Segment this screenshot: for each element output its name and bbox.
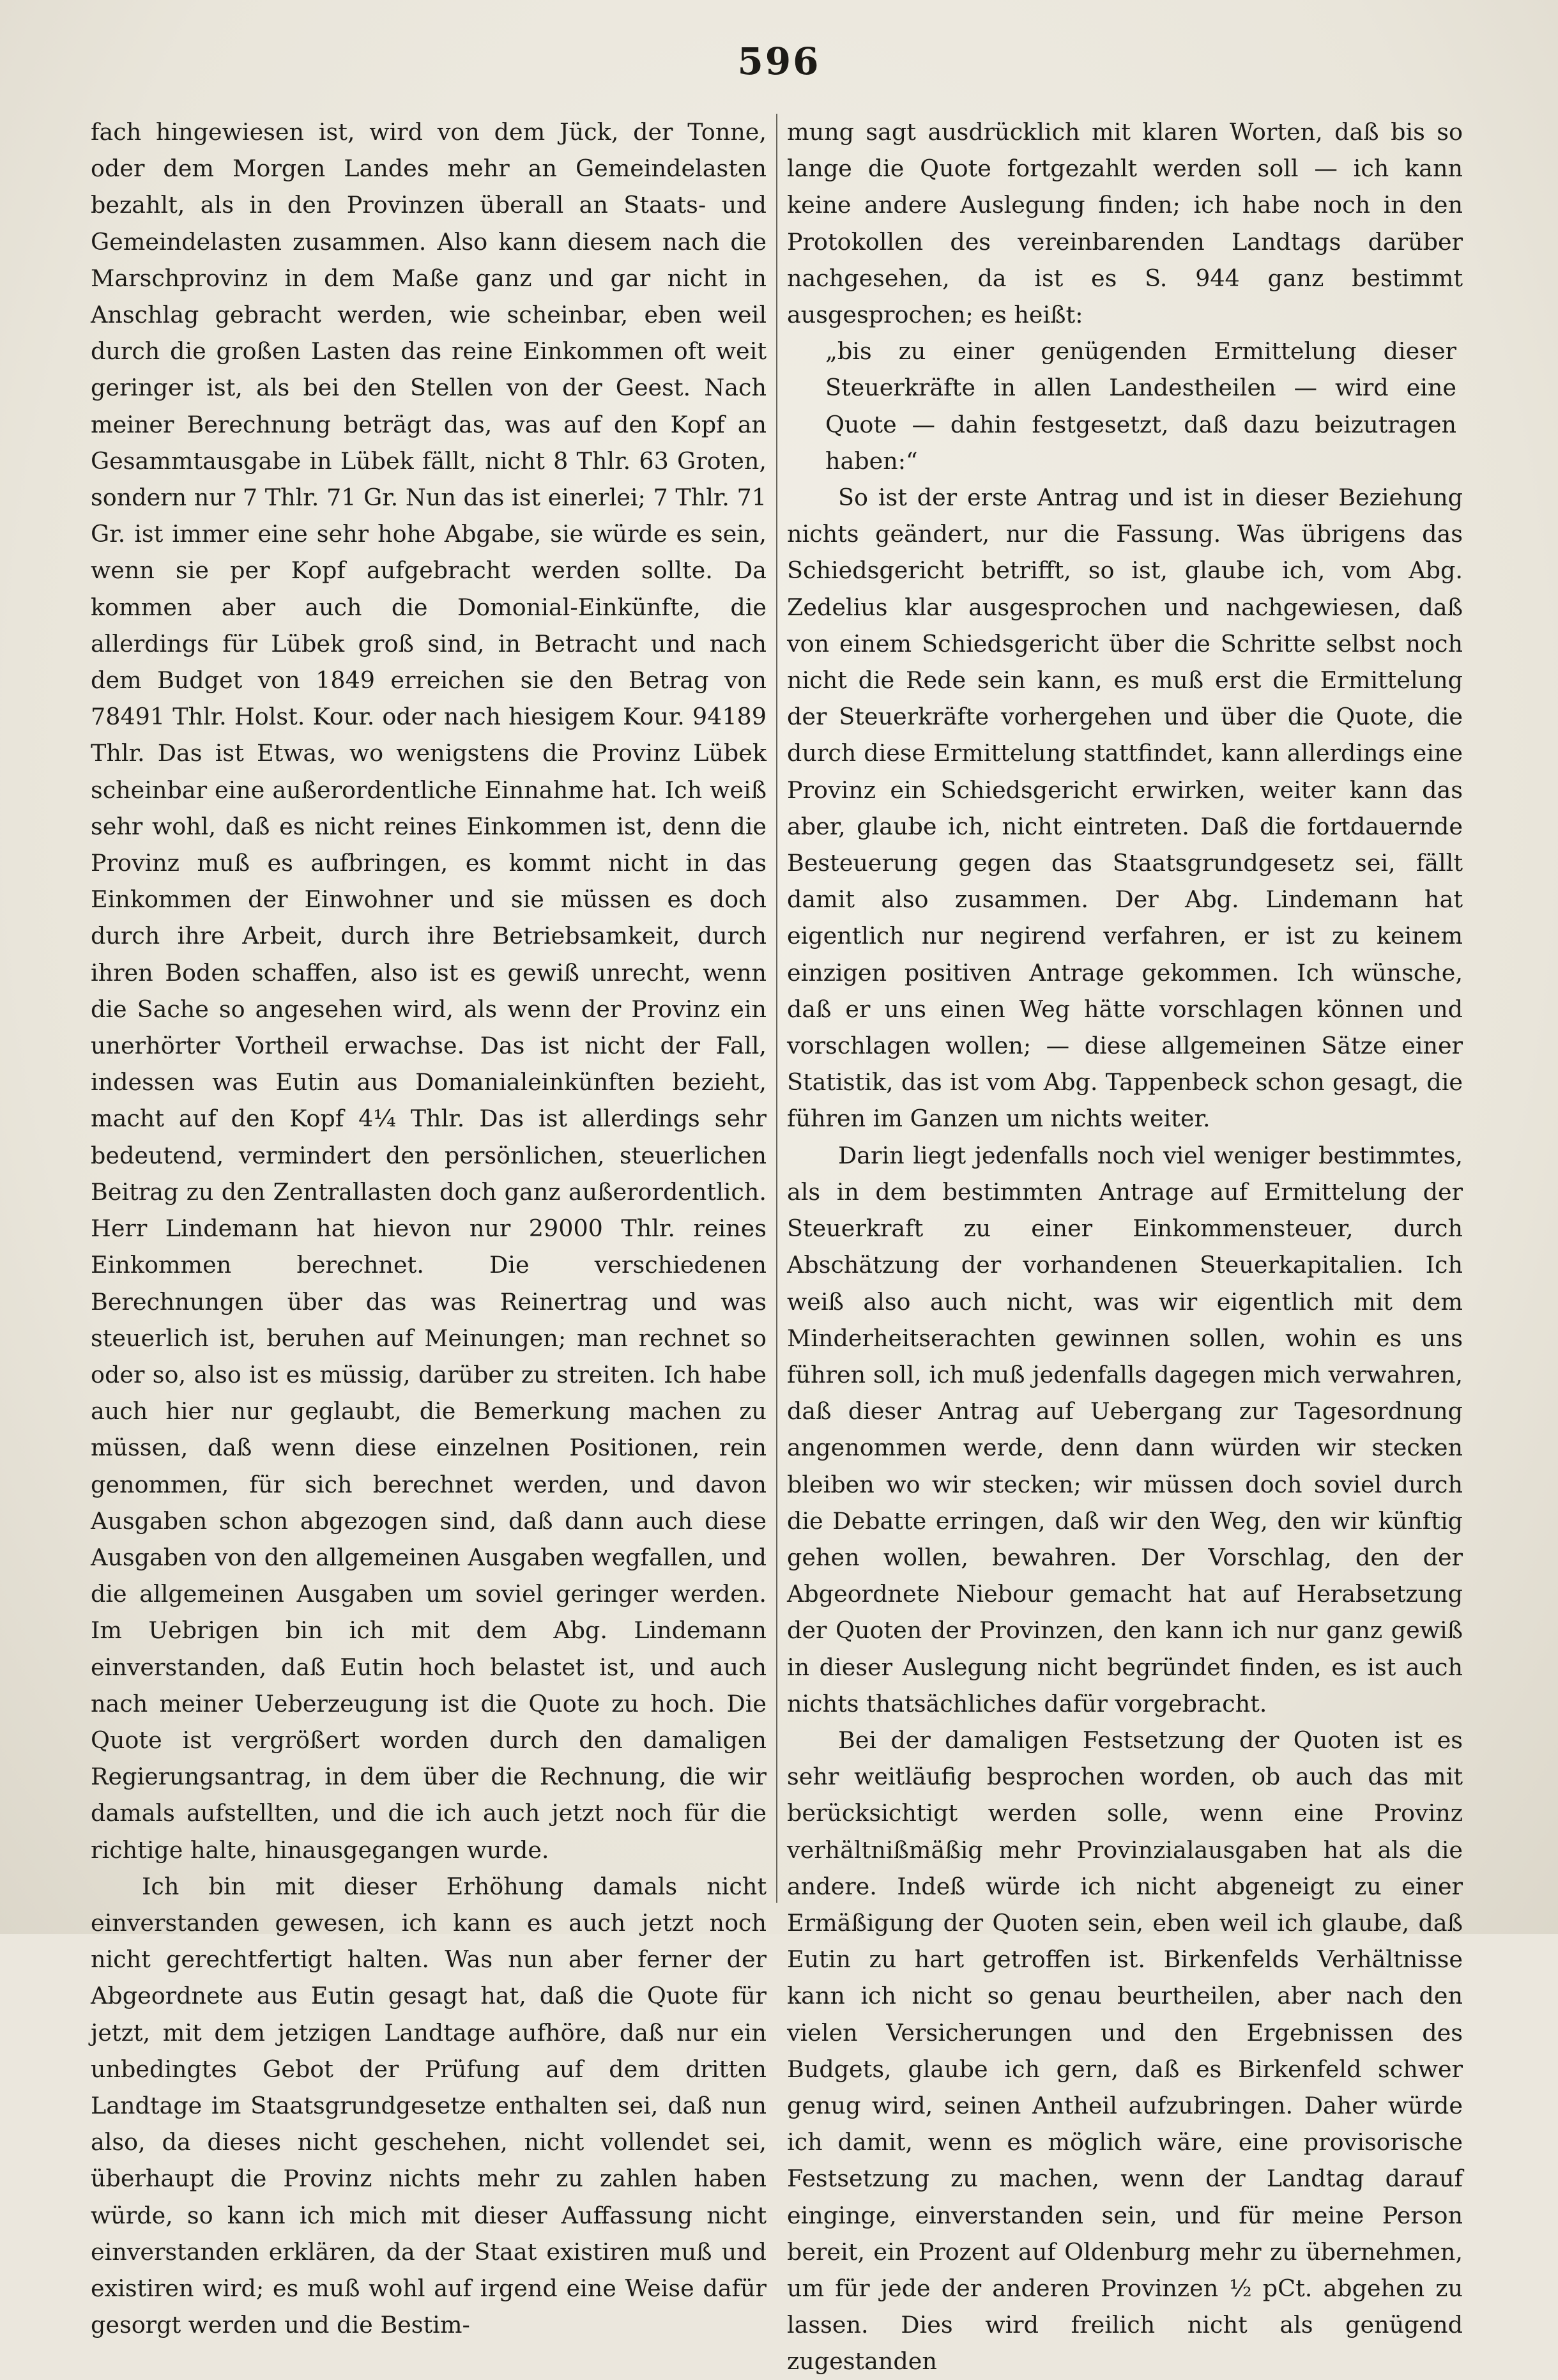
paragraph: Darin liegt jedenfalls noch viel weniger bestimmtes, als in dem bestimmten Antrage auf Ermittelung der Steuerkraft zu einer Einkommensteuer, durch Abschätzung der vorhandenen Steuerkapitalien. Ich weiß also auch nicht, was wir eigentlich mit dem Minderheitserachten gewinnen sollen, wohin es uns führen soll, ich muß jedenfalls dagegen mich verwahren, daß dieser Antrag auf Uebergang zur Tagesordnung angenommen werde, denn dann würden wir stecken bleiben wo wir stecken; wir müssen doch soviel durch die Debatte erringen, daß wir den Weg, den wir künftig gehen wollen, bewahren. Der Vorschlag, den der Abgeordnete Niebour gemacht hat auf Herabsetzung der Quoten der Provinzen, den kann ich nur ganz gewiß in dieser Auslegung nicht begründet finden, es ist auch nichts thatsächliches dafür vorgebracht.: [787, 1141, 1463, 1717]
right-column: [787, 114, 1463, 2376]
paragraph: Bei der damaligen Festsetzung der Quoten ist es sehr weitläufig besprochen worden, ob auch das mit berücksichtigt werden solle, wenn eine Provinz verhältnißmäßig mehr Provinzialausgaben hat als die andere. Indeß würde ich nicht abgeneigt zu einer Ermäßigung der Quoten sein, eben weil ich glaube, daß Eutin zu hart getroffen ist. Birkenfelds Verhältnisse kann ich nicht so genau beurtheilen, aber nach den vielen Versicherungen und den Ergebnissen des Budgets, glaube ich gern, daß es Birkenfeld schwer genug wird, seinen Antheil aufzubringen. Daher würde ich damit, wenn es möglich wäre, eine provisorische Festsetzung zu machen, wenn der Landtag darauf einginge, einverstanden sein, und für meine Person bereit, ein Prozent auf Oldenburg mehr zu übernehmen, um für jede der anderen Provinzen ½ pCt. abgehen zu lassen. Dies wird freilich nicht als genügend zugestanden: [787, 1726, 1463, 2376]
paragraph: fach hingewiesen ist, wird von dem Jück, der Tonne, oder dem Morgen Landes mehr an Gemeindelasten bezahlt, als in den Provinzen überall an Staats- und Gemeindelasten zusammen. Also kann diesem nach die Marschprovinz in dem Maße ganz und gar nicht in Anschlag gebracht werden, wie scheinbar, eben weil durch die großen Lasten das reine Einkommen oft weit geringer ist, als bei den Stellen von der Geest. Nach meiner Berechnung beträgt das, was auf den Kopf an Gesammtausgabe in Lübek fällt, nicht 8 Thlr. 63 Groten, sondern nur 7 Thlr. 71 Gr. Nun das ist einerlei; 7 Thlr. 71 Gr. ist immer eine sehr hohe Abgabe, sie würde es sein, wenn sie per Kopf aufgebracht werden sollte. Da kommen aber auch die Domonial-Einkünfte, die allerdings für Lübek groß sind, in Betracht und nach dem Budget von 1849 erreichen sie den Betrag von 78491 Thlr. Holst. Kour. oder nach hiesigem Kour. 94189 Thlr. Das ist Etwas, wo wenigstens die Provinz Lübek scheinbar eine außerordentliche Einnahme hat. Ich weiß sehr wohl, daß es nicht reines Einkommen ist, denn die Provinz muß es aufbringen, es kommt nicht in das Einkommen der Einwohner und sie müssen es doch durch ihre Arbeit, durch ihre Betriebsamkeit, durch ihren Boden schaffen, also ist es gewiß unrecht, wenn die Sache so angesehen wird, als wenn der Provinz ein unerhörter Vortheil erwachse. Das ist nicht der Fall, indessen was Eutin aus Domanialeinkünften bezieht, macht auf den Kopf 4¼ Thlr. Das ist allerdings sehr bedeutend, vermindert den persönlichen, steuerlichen Beitrag zu den Zentrallasten doch ganz außerordentlich. Herr Lindemann hat hievon nur 29000 Thlr. reines Einkommen berechnet. Die verschiedenen Berechnungen über das was Reinertrag und was steuerlich ist, beruhen auf Meinungen; man rechnet so oder so, also ist es müssig, darüber zu streiten. Ich habe auch hier nur geglaubt, die Bemerkung machen zu müssen, daß wenn diese einzelnen Positionen, rein genommen, für sich berechnet werden, und davon Ausgaben schon abgezogen sind, daß dann auch diese Ausgaben von den allgemeinen Ausgaben wegfallen, und die allgemeinen Ausgaben um soviel geringer werden. Im Uebrigen bin ich mit dem Abg. Lindemann einverstanden, daß Eutin hoch belastet ist, und auch nach meiner Ueberzeugung ist die Quote zu hoch. Die Quote ist vergrößert worden durch den damaligen Regierungsantrag, in dem über die Rechnung, die wir damals aufstellten, und die ich auch jetzt noch für die richtige halte, hinausgegangen wurde.: [91, 118, 767, 1864]
page-number: 596: [737, 40, 821, 83]
paragraph: mung sagt ausdrücklich mit klaren Worten, daß bis so lange die Quote fortgezahlt werden soll — ich kann keine andere Auslegung finden; ich habe noch in den Protokollen des vereinbarenden Landtags darüber nachgesehen, da ist es S. 944 ganz bestimmt ausgesprochen; es heißt:: [787, 118, 1463, 329]
paragraph: Ich bin mit dieser Erhöhung damals nicht einverstanden gewesen, ich kann es auch jetzt noch nicht gerechtfertigt halten. Was nun aber ferner der Abgeordnete aus Eutin gesagt hat, daß die Quote für jetzt, mit dem jetzigen Landtage aufhöre, daß nur ein unbedingtes Gebot der Prüfung auf dem dritten Landtage im Staatsgrundgesetze enthalten sei, daß nun also, da dieses nicht geschehen, nicht vollendet sei, überhaupt die Provinz nichts mehr zu zahlen haben würde, so kann ich mich mit dieser Auffassung nicht einverstanden erklären, da der Staat existiren muß und existiren wird; es muß wohl auf irgend eine Weise dafür gesorgt werden und die Bestim-: [91, 1872, 767, 2339]
column-divider: [776, 114, 777, 1903]
left-column: [91, 114, 767, 2339]
paragraph: So ist der erste Antrag und ist in dieser Beziehung nichts geändert, nur die Fassung. Was übrigens das Schiedsgericht betrifft, so ist, glaube ich, vom Abg. Zedelius klar ausgesprochen und nachgewiesen, daß von einem Schiedsgericht über die Schritte selbst noch nicht die Rede sein kann, es muß erst die Ermittelung der Steuerkräfte vorhergehen und über die Quote, die durch diese Ermittelung stattfindet, kann allerdings eine Provinz ein Schiedsgericht erwirken, weiter kann das aber, glaube ich, nicht eintreten. Daß die fortdauernde Besteuerung gegen das Staatsgrundgesetz sei, fällt damit also zusammen. Der Abg. Lindemann hat eigentlich nur negirend verfahren, er ist zu keinem einzigen positiven Antrage gekommen. Ich wünsche, daß er uns einen Weg hätte vorschlagen können und vorschlagen wollen; — diese allgemeinen Sätze einer Statistik, das ist vom Abg. Tappenbeck schon gesagt, die führen im Ganzen um nichts weiter.: [787, 484, 1463, 1133]
quotation-paragraph: „bis zu einer genügenden Ermittelung dieser Steuerkräfte in allen Landestheilen — wird eine Quote — dahin festgesetzt, daß dazu beizutragen haben:“: [825, 337, 1456, 475]
